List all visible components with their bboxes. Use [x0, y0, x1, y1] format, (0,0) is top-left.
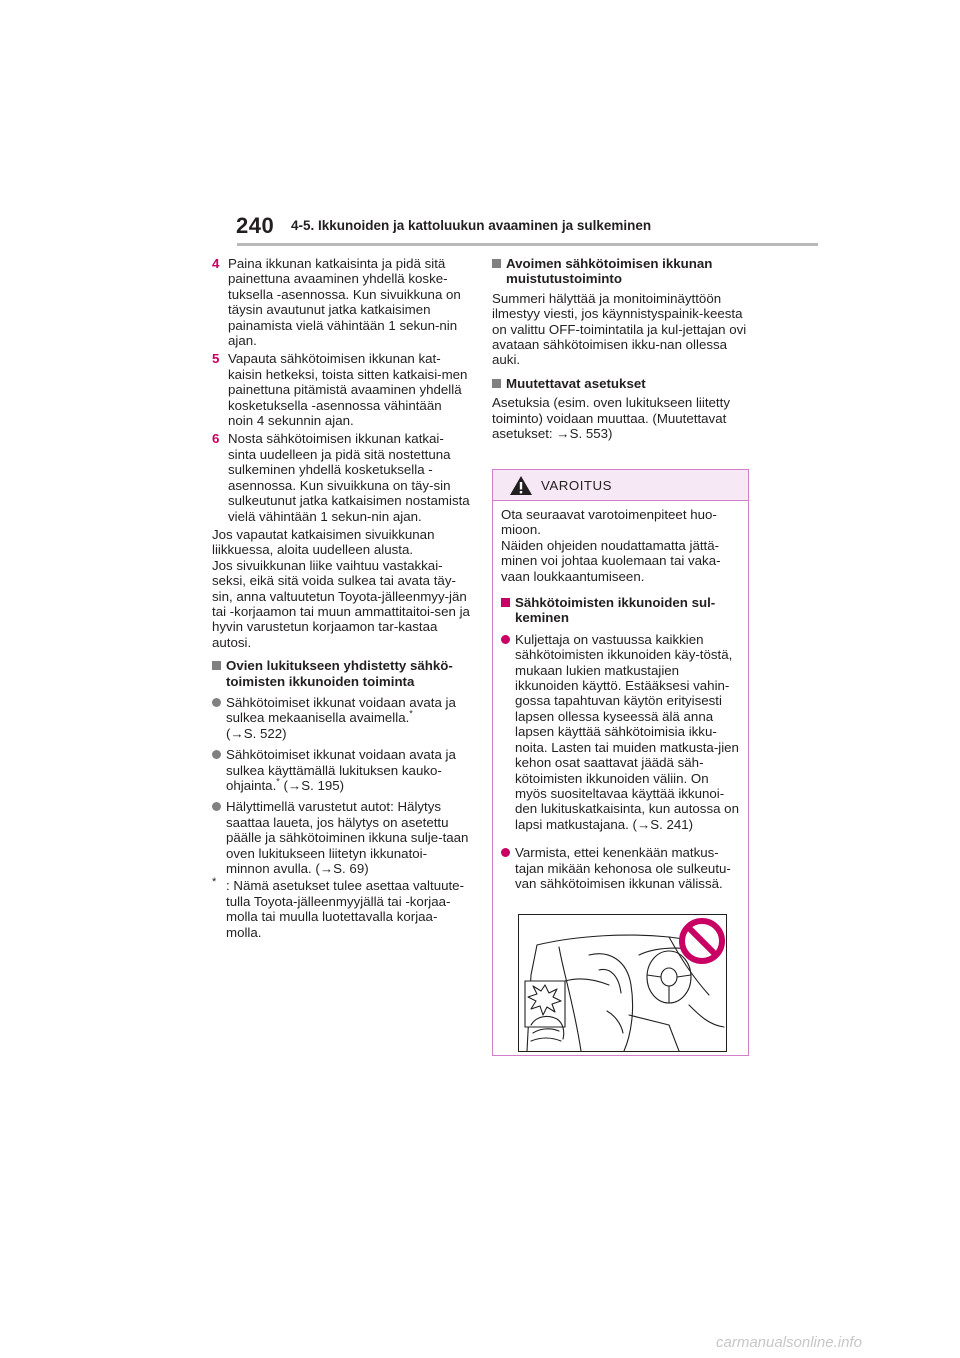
warning-header — [493, 470, 748, 501]
car-interior-drawing — [519, 915, 726, 1051]
square-bullet-icon — [492, 259, 501, 268]
prohibition-icon — [682, 921, 722, 961]
footnote-text: : Nämä asetukset tulee asettaa valtuute-tulla Toyota-jälleenmyyjällä tai -korjaa-molla tai muulla luotettavalla korjaa-molla. — [226, 878, 465, 940]
section-heading-reminder — [492, 256, 754, 287]
warning-intro: Ota seuraavat varotoimenpiteet huo-mioon. — [501, 507, 717, 538]
step-number: 6 — [212, 431, 220, 447]
bullet-mechanical-key — [212, 695, 470, 741]
square-bullet-icon — [492, 379, 501, 388]
page-number: 240 — [236, 213, 275, 238]
circle-bullet-icon — [212, 802, 221, 811]
page-ref: (→S. 195) — [279, 778, 345, 793]
heading-text: Muutettavat asetukset — [506, 375, 646, 391]
step-text: Nosta sähkötoimisen ikkunan katkai-sinta uudelleen ja pidä sitä nostettuna sulkeminen yhdellä kosketuksella -asennossa. Kun sivuikkuna on täy-sin sulkeutunut jatka katkaisimen nostamista vielä vähintään 1 sekun-nin ajan. — [228, 431, 470, 524]
warning-consequence: Näiden ohjeiden noudattamatta jättä-minen voi johtaa kuolemaan tai vaka-vaan loukkaantumiseen. — [501, 537, 721, 584]
heading-text: Sähkötoimisten ikkunoiden sul-keminen — [515, 595, 716, 626]
bullet-text: Sähkötoimiset ikkunat voidaan avata ja sulkea käyttämällä lukituksen kauko-ohjainta. — [226, 747, 456, 793]
circle-bullet-icon — [212, 750, 221, 759]
paragraph-restart: Jos vapautat katkaisimen sivuikkunan liikkuessa, aloita uudelleen alusta. — [212, 526, 435, 558]
bullet-text: Kuljettaja on vastuussa kaikkien sähkötoimisten ikkunoiden käy-töstä, mukaan lukien matkustajien ikkunoiden käyttö. Estääksesi vahin-gossa tapahtuvan käytön erityisesti lapsen ollessa kyseessä älä anna lapsen käyttää sähkötoimisia ikku-noita. Lasten tai muiden matkusta-jien kehon osat saattavat jäädä säh-kötoimisten ikkunoiden väliin. On myös suositeltavaa käyttää ikkunoi-den lukituskatkaisinta, kun autossa on lapsi matkustajana. (→S. 241) — [515, 631, 739, 832]
chapter-title: 4-5. Ikkunoiden ja kattoluukun avaaminen ja sulkeminen — [291, 218, 652, 233]
asterisk: * — [276, 776, 280, 787]
warning-box — [492, 469, 749, 1056]
paragraph-service: Jos sivuikkunan liike vaihtuu vastakkai-seksi, eikä sitä voida sulkea tai avata täy-sin, anna valtuutetun Toyota-jälleenmyy-jän tai -korjaamon tai muun ammattitaitoi-sen ja hyvin varustetun korjaamon tar-kastaa autosi. — [212, 557, 470, 650]
bullet-remote — [212, 747, 470, 793]
warning-bullet-driver — [501, 632, 740, 832]
footnote — [212, 878, 470, 940]
step-text: Paina ikkunan katkaisinta ja pidä sitä painettuna avaaminen yhdellä koske-tuksella -asennossa. Kun sivuikkuna on täysin avautunut jatka katkaisimen painamista vielä vähintään 1 sekun-nin ajan. — [228, 256, 461, 349]
header-divider — [237, 243, 818, 246]
warning-triangle-icon — [509, 475, 533, 496]
footnote-asterisk: * — [212, 876, 217, 889]
square-bullet-icon — [212, 661, 221, 670]
step-text: Vapauta sähkötoimisen ikkunan kat-kaisin hetkeksi, toista sitten katkaisi-men painettuna pitämistä avaaminen yhdellä kosketuksella -asennossa vähintään noin 4 sekunnin ajan. — [228, 351, 468, 429]
step-5 — [212, 351, 470, 428]
bullet-alarm — [212, 799, 470, 876]
bullet-text: Sähkötoimiset ikkunat voidaan avata ja sulkea mekaanisella avaimella. — [226, 694, 456, 726]
heading-text: Avoimen sähkötoimisen ikkunan muistutustoiminto — [506, 256, 713, 287]
heading-text: Ovien lukitukseen yhdistetty sähkö-toimisten ikkunoiden toiminta — [226, 658, 453, 689]
paragraph-settings: Asetuksia (esim. oven lukitukseen liitetty toiminto) voidaan muuttaa. (Muutettavat asetukset: →S. 553) — [492, 395, 730, 442]
step-6 — [212, 431, 470, 523]
section-heading-door-lock — [212, 658, 470, 689]
bullet-text: Hälyttimellä varustetut autot: Hälytys saattaa laueta, jos hälytys on asetettu päälle ja sähkötoiminen ikkuna sulje-taan oven lukitukseen liitetyn ikkunatoi-minnon avulla. (→S. 69) — [226, 799, 469, 877]
step-number: 4 — [212, 256, 220, 271]
circle-bullet-icon — [501, 635, 510, 644]
warning-title: VAROITUS — [541, 478, 612, 493]
right-column — [492, 256, 754, 441]
warning-body — [493, 501, 748, 892]
square-bullet-icon — [501, 598, 510, 607]
section-heading-settings — [492, 376, 754, 391]
step-number: 5 — [212, 351, 220, 367]
watermark: carmanualsonline.info — [716, 1334, 862, 1351]
left-column — [212, 256, 470, 940]
asterisk: * — [409, 708, 413, 719]
page-ref: (→S. 522) — [226, 725, 287, 741]
circle-bullet-icon — [212, 698, 221, 707]
warning-bullet-passenger — [501, 845, 740, 891]
circle-bullet-icon — [501, 848, 510, 857]
bullet-text: Varmista, ettei kenenkään matkus-tajan mikään kehonosa ole sulkeutu-van sähkötoimisen ikkunan välissä. — [515, 845, 731, 892]
window-pinch-illustration — [518, 914, 727, 1052]
paragraph-reminder: Summeri hälyttää ja monitoiminäyttöön ilmestyy viesti, jos käynnistyspainik-keesta on valittu OFF-toimintatila ja kul-jettajan ovi avataan sähkötoimisen ikku-nan ollessa auki. — [492, 290, 747, 368]
warning-heading — [501, 595, 740, 626]
step-4 — [212, 256, 470, 348]
